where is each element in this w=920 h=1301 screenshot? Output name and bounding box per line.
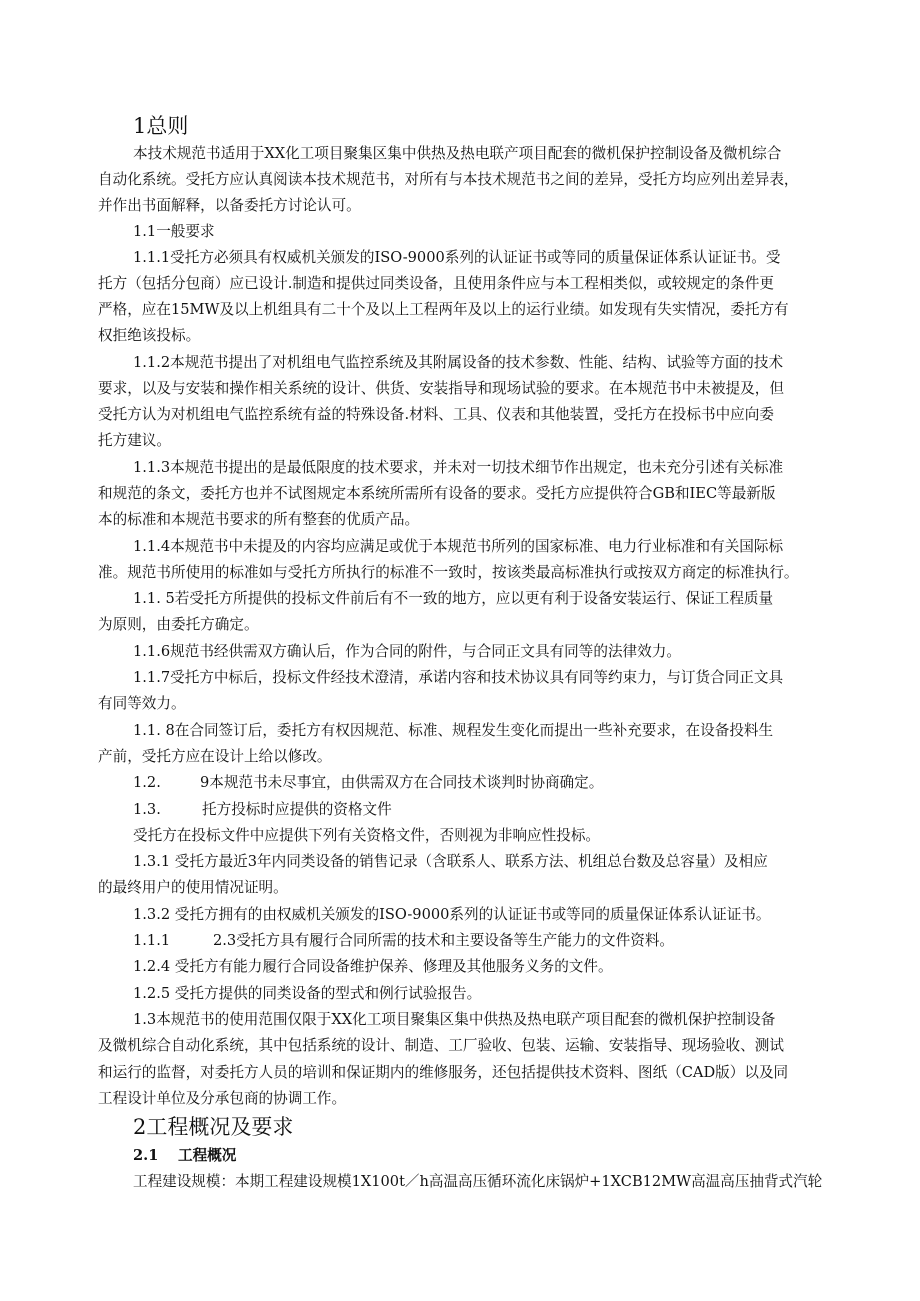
paragraph-line: 1.1.4本规范书中未提及的内容均应满足或优于本规范书所列的国家标准、电力行业标准和有关国际标 bbox=[133, 538, 784, 555]
paragraph-line: 1.1.3本规范书提出的是最低限度的技术要求，并未对一切技术细节作出规定，也未充分引述有关标准 bbox=[133, 459, 784, 476]
paragraph-line: 要求，以及与安装和操作相关系统的设计、供货、安装指导和现场试验的要求。在本规范书中未被提及，但 bbox=[98, 380, 784, 397]
paragraph-line: 和规范的条文，委托方也并不试图规定本系统所需所有设备的要求。受托方应提供符合GB和IEC等最新版 bbox=[98, 485, 776, 502]
paragraph-line: 托方（包括分包商）应已设计.制造和提供过同类设备，且使用条件应与本工程相类似，或较规定的条件更 bbox=[98, 275, 774, 292]
section-1-heading: 1总则 bbox=[133, 114, 189, 138]
paragraph-line: 严格，应在15MW及以上机组具有二十个及以上工程两年及以上的运行业绩。如发现有失实情况，委托方有 bbox=[98, 301, 789, 318]
paragraph-line: 工程设计单位及分承包商的协调工作。 bbox=[98, 1090, 347, 1107]
paragraph-line: 1.2.4 受托方有能力履行合同设备维护保养、修理及其他服务义务的文件。 bbox=[133, 958, 613, 975]
paragraph-line: 1.1. 5若受托方所提供的投标文件前后有不一致的地方，应以更有利于设备安装运行、保证工程质量 bbox=[133, 590, 774, 607]
paragraph-line: 1.1.2本规范书提出了对机组电气监控系统及其附属设备的技术参数、性能、结构、试验等方面的技术 bbox=[133, 354, 784, 371]
paragraph-line: 受托方认为对机组电气监控系统有益的特殊设备.材料、工具、仪表和其他装置，受托方在投标书中应向委 bbox=[98, 406, 774, 423]
paragraph-number: 1.1.1 bbox=[133, 932, 171, 949]
paragraph-line: 自动化系统。受托方应认真阅读本技术规范书，对所有与本技术规范书之间的差异，受托方均应列出差异表， bbox=[98, 171, 799, 188]
paragraph-line: 准。规范书所使用的标准如与受托方所执行的标准不一致时，按该类最高标准执行或按双方商定的标准执行。 bbox=[98, 564, 799, 581]
paragraph-line: 本的标准和本规范书要求的所有整套的优质产品。 bbox=[98, 511, 420, 528]
paragraph-line: 9本规范书未尽事宜，由供需双方在合同技术谈判时协商确定。 bbox=[200, 774, 604, 791]
paragraph-line: 1.3本规范书的使用范围仅限于XX化工项目聚集区集中供热及热电联产项目配套的微机保护控制设备 bbox=[133, 1011, 776, 1028]
section-2-heading: 2工程概况及要求 bbox=[133, 1115, 294, 1139]
paragraph-line: 1.3.1 受托方最近3年内同类设备的销售记录（含联系人、联系方法、机组总台数及总容量）及相应 bbox=[133, 853, 768, 870]
paragraph-line: 的最终用户的使用情况证明。 bbox=[98, 879, 288, 896]
paragraph-line: 并作出书面解释，以备委托方讨论认可。 bbox=[98, 197, 361, 214]
paragraph-line: 1.1.1受托方必须具有权威机关颁发的ISO-9000系列的认证证书或等同的质量保证体系认证证书。受 bbox=[133, 249, 781, 266]
subsection-heading: 1.1一般要求 bbox=[133, 223, 215, 240]
paragraph-line: 1.2.5 受托方提供的同类设备的型式和例行试验报告。 bbox=[133, 985, 482, 1002]
subsection-heading: 托方投标时应提供的资格文件 bbox=[202, 801, 392, 818]
paragraph-line: 有同等效力。 bbox=[98, 695, 186, 712]
paragraph-line: 1.3.2 受托方拥有的由权威机关颁发的ISO-9000系列的认证证书或等同的质量保证体系认证证书。 bbox=[133, 906, 771, 923]
paragraph-line: 1.1.7受托方中标后，投标文件经技术澄清，承诺内容和技术协议具有同等约束力，与订货合同正文具 bbox=[133, 669, 784, 686]
paragraph-line: 托方建议。 bbox=[98, 432, 171, 449]
paragraph-line: 及微机综合自动化系统，其中包括系统的设计、制造、工厂验收、包装、运输、安装指导、现场验收、测试 bbox=[98, 1037, 784, 1054]
paragraph-line: 受托方在投标文件中应提供下列有关资格文件，否则视为非响应性投标。 bbox=[133, 827, 601, 844]
paragraph-line: 工程建设规模：本期工程建设规模1X100t／h高温高压循环流化床锅炉+1XCB12MW高温高压抽背式汽轮 bbox=[133, 1173, 823, 1190]
paragraph-line: 产前，受托方应在设计上给以修改。 bbox=[98, 748, 332, 765]
paragraph-number: 1.3. bbox=[133, 801, 161, 818]
paragraph-line: 和运行的监督，对委托方人员的培训和保证期内的维修服务，还包括提供技术资料、图纸（CAD版）以及同 bbox=[98, 1064, 789, 1081]
subsection-number: 2.1 bbox=[133, 1147, 159, 1164]
paragraph-line: 本技术规范书适用于XX化工项目聚集区集中供热及热电联产项目配套的微机保护控制设备及微机综合 bbox=[133, 145, 782, 162]
paragraph-line: 权拒绝该投标。 bbox=[98, 327, 201, 344]
paragraph-line: 为原则，由委托方确定。 bbox=[98, 616, 259, 633]
paragraph-number: 1.2. bbox=[133, 774, 161, 791]
paragraph-line: 1.1.6规范书经供需双方确认后，作为合同的附件，与合同正文具有同等的法律效力。 bbox=[133, 643, 681, 660]
paragraph-line: 1.1. 8在合同签订后，委托方有权因规范、标准、规程发生变化而提出一些补充要求，在设备投料生 bbox=[133, 722, 774, 739]
paragraph-line: 2.3受托方具有履行合同所需的技术和主要设备等生产能力的文件资料。 bbox=[213, 932, 675, 949]
subsection-heading: 工程概况 bbox=[178, 1147, 237, 1164]
